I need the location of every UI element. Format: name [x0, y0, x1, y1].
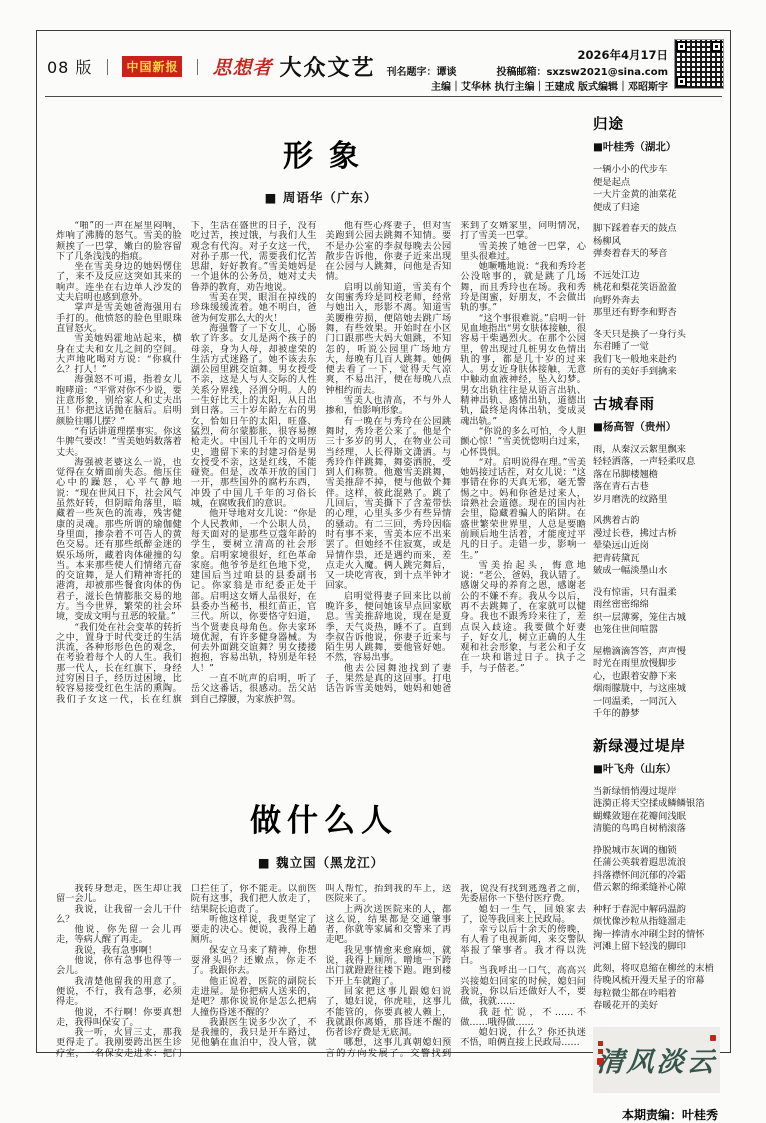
paragraph: 我转身想走，医生却让我留一会儿。 [56, 884, 182, 905]
paragraph: 他正说着，医院的副院长走进屋。是你把病人送来的，是吧？那你说说你是怎么把病人撞伤昏迷不醒的？ [190, 975, 317, 1018]
article-2-author: ■ 魏立国（黑龙江） [257, 855, 385, 870]
issue-editor-note: 本期责编：叶桂秀 [621, 1107, 718, 1122]
poem-line: 轻轻洒落，一声轻柔叹息 [593, 456, 696, 467]
poem-line: 烟雨朦胧中，与这座城 [593, 683, 686, 694]
paragraph: “这个事很难说。”启明一针见血地指出“男女肤体接触，很容易干柴遇烈火。在那个公园里，曾出现过几桩男女色情出轨的事，都是几十岁的过来人。男女近身肤体接触，无意中触动血液神经，坠入幻梦。男女出轨往往是从语言出轨、精神出轨、感情出轨，道德出轨，最终是肉体出轨，变成灵魂出轨。” [460, 312, 586, 427]
paragraph: 他去公园舞池找到了妻子，果然是真的这回事。打电话告诉雪美她妈，她妈和她爸来到了女婿家里，问明情况，打了雪美一巴掌。 [325, 221, 586, 695]
poem-line: 落在青石古巷 [593, 481, 649, 492]
header-left-group [47, 51, 457, 82]
paragraph: 海强瞥了一下女儿，心肠软了许多。女儿是两个孩子的母亲，身为人母，却被虚荣的生活方式迷路了。她不该去东湖公园里跳交谊舞。男女授受不亲，这是人与人交际的人性关系分界线，泾渭分明。人的一生好比天上的太阳，从日出到日落。三十岁年龄左右的男女，恰如日午的太阳，旺盛、猛烈，荷尔蒙膨胀，很容易擦枪走火。中国几千年的文明历史，遗留下来的封建习俗是男女授受不亲，这是红线，不能碰瓷。但是，改革开放的国门一开，那些国外的腐朽东西，冲毁了中国几千年的习俗长城，在腐败我们的意识。 [190, 322, 317, 510]
poem-line: 所有的美好手到擒来 [593, 366, 677, 377]
newspaper-page [36, 30, 731, 1122]
submission-email: 投稿邮箱：sxzsw2021@sina.com [496, 66, 668, 78]
header-rule [45, 96, 722, 97]
paragraph: 哪想，这事儿真朝媳妇预言的方向发展了。交警找到我，说没有找到逃逸者之前，先委屈你一下垫付医疗费。 [325, 884, 586, 1059]
poem-line: 雨丝密密绵绵 [593, 599, 649, 610]
poem-line: 把青砖黛瓦 [593, 552, 640, 564]
poem-line: 便成了归途 [593, 201, 640, 213]
poem-line: 一辆小小的代步车 [593, 164, 668, 175]
poetry-sidebar [593, 113, 720, 1123]
paragraph: “有话讲道理摆事实。你这牛脾气要改！”雪美她妈数落着丈夫。 [56, 425, 182, 458]
poem-author: ■叶飞舟（山东） [593, 762, 677, 775]
paragraph: 媳妇一生气，回娘家去了，说等我回来上民政局。 [460, 903, 586, 925]
poem-line: 此刻，将叹息缩在柳丝的末梢 [593, 962, 714, 974]
poem-line: 烦忧像沙粒从指缝溜走 [593, 916, 686, 927]
poem [593, 735, 720, 1013]
poem-stanza [593, 845, 720, 895]
paragraph: 我说，我有急事啊！ [74, 944, 158, 956]
poem-line: 便是起点 [593, 176, 631, 188]
poem-line: 河滩上留下轻浅的脚印 [593, 941, 686, 952]
paragraph: 他说，你先留一会儿再走，等病人醒了再走。 [56, 924, 182, 946]
poem-line: 清脆的鸟鸣自树梢滚落 [593, 823, 686, 834]
poem-line: 没有惊雷，只有温柔 [593, 586, 677, 598]
paragraph: 雪美挨了她爸一巴掌，心里头很难过。 [460, 240, 586, 262]
paragraph: 海强怒不可遏，指着女儿咆哮道：“平常对你不少说，要注意形象，别给家人和丈夫出丑！你把这话抛在脑后。启明颜脸往哪儿摆？” [56, 374, 182, 427]
poem-line: 织一层薄雾，笼住古城 [593, 611, 686, 623]
calligraphy-artwork [593, 1027, 720, 1093]
poem-line: 漫过长巷，拂过古桥 [593, 527, 677, 539]
page-number-label: 08 版 [47, 58, 93, 77]
section-script-logo: 思想者 [212, 57, 273, 79]
paragraph: 雪美在哭，眼泪在掉线的珍珠缓缓流着。她不明白，爸爸为何发那么大的火！ [190, 292, 317, 324]
poem-line: 心，也跟着安静下来 [593, 670, 677, 682]
poem-line: 春暖花开的美好 [593, 1000, 659, 1011]
poem-line: 岁月磨洗的纹路里 [593, 493, 668, 505]
poem-line: 一大片金黄的油菜花 [593, 189, 677, 200]
poem-title: 古城春雨 [593, 396, 655, 413]
paragraph: 我跟医生说多少次了，不是我撞的，我只是开车路过，见他躺在血泊中，没人管，就叫人帮忙，抬到我的车上，送医院来了。 [190, 884, 452, 1049]
poem-line: 桃花和梨花笑语盈盈 [593, 282, 677, 293]
qr-finder-icon [676, 41, 687, 52]
article-1-title: 形象 [283, 139, 375, 174]
paragraph: 雪美她妈霍地站起来，横身在丈夫和女儿之间的空间。大声地叱喝对方说：“你疯什么？打人！” [56, 333, 182, 376]
page-header [47, 37, 724, 95]
header-divider: ｜ [99, 58, 116, 77]
paragraph: “我们处在社会变革的转折之中，置身于时代变迁的生活洪流，各种形形色色的观念，在考验着每个人的人生。我们那一代人，长在红旗下，身经过穷困日子，经历过困境，比较容易接受红色生活的熏陶。我们子女这一代，长在红旗下，生活在盛世的日子，没有吃过苦，挨过饿，与我们人生观念有代沟。对子女这一代，对孙子那一代，需要我们忆苦思甜，好好教育。”雪美她妈是一个退休的公务员，她对丈夫鲁莽的教育，劝告地说。 [56, 221, 317, 705]
poem-stanza [593, 444, 720, 507]
editors-line: 主编｜艾华林 执行主编｜王建成 版式编辑｜邓昭斯宇 [431, 82, 668, 94]
poem-line: 屋檐滴滴答答，声声慢 [593, 645, 686, 657]
paragraph: 保安立马来了精神，你想耍滑头吗？还嫩点，你走不了。我跟你去。 [190, 944, 317, 977]
poem-line: 皴成一幅淡墨山水 [593, 565, 668, 576]
article-2-body [56, 884, 586, 1086]
paragraph: 上两次送医院来的人，都这么说，结果都是交通肇事者，你就等家属和交警来了再走吧。 [325, 903, 452, 946]
calligraphy-text: 清风淡云 [595, 1047, 718, 1078]
poem-line: 挣脱城市灰调的枷锁 [593, 844, 677, 856]
paragraph: 回家把这事儿跟媳妇说了，媳妇说，你虎哇，这事儿不能管的，你要真被人赖上，我就跟你离婚，那昏迷不醒的伤者诊疗费是无底洞。 [325, 985, 452, 1039]
article-1-body [56, 221, 586, 769]
poem-line: 涟漪正将天空揉成鳞鳞银箔 [593, 798, 705, 809]
poem-author: ■叶桂秀（湖北） [593, 141, 677, 153]
poem-line: 风携着古韵 [593, 515, 640, 526]
poem-line: 脚下踩着春天的鼓点 [593, 223, 677, 234]
poem-line: 我们飞一般地来赴约 [593, 353, 677, 365]
poem-line: 那里还有野李和野杏 [593, 307, 677, 318]
poem-line: 晕染远山近岗 [593, 540, 649, 551]
poem-line: 弹奏着春天的琴音 [593, 248, 668, 259]
article-2-title: 做什么人 [250, 803, 398, 839]
paragraph: “啪”的一声在屋里闷响，炸响了沸腾的怒气。雪美的脸颊挨了一巴掌，嫩白的脸容留下了几条浅浅的指痕。 [56, 221, 182, 262]
paragraph: 她噘嘴地说：“我和秀玲老公没啥事的，就是跳了几场舞，而且秀玲也在场。我和秀玲是闺蜜，好朋友，不会做出轨的事。” [460, 261, 586, 314]
poem [593, 393, 720, 721]
paragraph: 我清楚他留我的用意了。便说，不行，我有急事，必须得走。 [56, 975, 182, 1008]
header-right-group [431, 47, 668, 96]
qr-code [674, 39, 724, 89]
paragraph: 掌声是雪美她爸海强用右手打的。他愤怒的脸色里眼珠直冒怒火。 [56, 302, 182, 334]
poem-line: 待晚风梳开漫天星子的帘幕 [593, 975, 705, 986]
poem-stanza [593, 270, 720, 320]
poem-line: 冬天只是换了一身行头 [593, 328, 686, 340]
title-calligraphy-credit: 刊名题字：谭谈 [386, 67, 457, 78]
paragraph: 当我呼出一口气，高高兴兴接媳妇回家的时候，媳妇问我说，你以后还做好人不，要做，我就…… [460, 965, 586, 1008]
paragraph: 雪美抬起头，悔意地说：“老公，爸妈，我认错了。感谢父母的养育之恩，感谢老公的不嫌不弃。我从今以后，再不去跳舞了，在家就可以健身。我也不跟秀玲来往了，差点误入歧途。我要做个好妻子，好女儿，树立正确的人生观和社会形象，与老公和子女在一块和谐过日子。执子之手，与子偕老。” [460, 559, 586, 674]
qr-finder-icon [711, 41, 722, 52]
paragraph: 听他这样说，我更坚定了要走的决心。便说，我得上趟厕所。 [190, 913, 317, 946]
poem-stanza [593, 164, 720, 214]
paragraph: 媳妇说，什么？你还执迷不悟，咱俩直接上民政局…… [460, 1027, 586, 1049]
poem [593, 113, 720, 379]
poem-line: 每粒微尘都在吟唱着 [593, 987, 677, 999]
poem-line: 种籽于春泥中解码温韵 [593, 903, 686, 915]
poem-stanza [593, 963, 720, 1013]
paragraph: 雪美人也清高，不与外人掺和，怕影响形象。 [325, 395, 452, 417]
paragraph: 我说，让我留一会儿干什么？ [56, 903, 182, 925]
paragraph: “对。启明说得在理。”雪美她妈接过话茬，对女儿说：“这事错在你的天真无邪，毫无警惕之中。妈和你爸是过来人，谙熟社会道德。现在的国内社会里，隐藏着骗人的陷阱。在盛世繁荣世界里，人总是要瞻前顾后地生活着，才能度过平凡的日子。走错一步，影响一生。” [460, 456, 586, 561]
paragraph: 启明以前知道，雪美有个女闺蜜秀玲是同校老师，经常与她出入，形影不离。知道雪美腰椎劳损，便陪她去跳广场舞，有些效果。开始时在小区门口跟那些大妈大姐跳，不知怎的，听说公园里广场地方大，每晚有几百人跳舞。她俩便去看了一下，觉得天气凉爽，不易出汗，便在每晚八点钟相约而去。 [325, 281, 452, 396]
paragraph: 启明觉得妻子回来比以前晚许多，便问她该早点回家歇息。雪美推辞地说，现在是夏季，天气炎热，睡不了。直到李叔告诉他说，你妻子近来与陌生男人跳舞，要他管好她。不然，容易出事。 [325, 590, 452, 664]
paragraph: 他开导地对女儿说：“你是个人民教师，一个公职人员，每天面对的是那些豆蔻年龄的学生，要树立清高的社会形象。启明家境很好，红色革命家庭。他爷爷是红色地下党，建国后当过咱县的县委副书记。你家翁是市纪委正处干部。启明这女婿人品很好，在县委办当秘书，根红苗正，官三代。所以，你要恪守妇道，当个贤妻良母角色。你夫家环境优渥，有许多健身器械。为何去外面跳交谊舞？男女搂搂抱抱，容易出轨，特别是年轻人！” [190, 508, 317, 674]
paragraph: 他有些心疼妻子，但对雪美跑到公园去跳舞不知情。要不是办公室的李叔每晚去公园散步告诉他，你妻子近来出现在公园与人跳舞，问他是否知情。 [325, 221, 452, 283]
poems-list [593, 113, 720, 1013]
poem-line: 落在吊脚楼翘檐 [593, 468, 659, 480]
paragraph: 他说，你有急事也得等一会儿。 [56, 955, 182, 977]
paragraph: 坐在雪美身边的她妈愣住了，来不及反应这突如其来的响声。连坐在右边单人沙发的丈夫启明也感到意外。 [56, 261, 182, 304]
header-divider: ｜ [189, 58, 206, 77]
poem-line: 向野外奔去 [593, 294, 640, 306]
masthead-badge: 中国新报 [122, 56, 182, 77]
poem-line: 抖落襟怀间沉郁的冷霜 [593, 869, 686, 881]
poem-stanza [593, 904, 720, 954]
poem-line: 不远处江边 [593, 269, 640, 281]
paragraph: 我一听，火冒三丈，那我更得走了。我刚要跨出医生诊疗室，一名保安走进来：把门口拦住了，你不能走。以前医院有这事，我们把人放走了，结果院长追责了。 [56, 884, 317, 1059]
issue-date: 2026年4月17日 [577, 48, 668, 62]
poem-stanza [593, 515, 720, 578]
poem-author: ■杨高智（贵州） [593, 420, 677, 433]
poem-stanza [593, 646, 720, 721]
poem-line: 蝴蝶敛翅在花瓣间浅眠 [593, 810, 686, 822]
paragraph: “你说的多么可怕，令人胆颤心惊！”雪美恍惚明白过来，心怀畏惧。 [460, 425, 586, 458]
qr-finder-icon [676, 76, 687, 87]
poem-line: 杨柳风 [593, 235, 621, 247]
paragraph: 我赶忙说，不……不做……哦得做…… [460, 1006, 586, 1028]
poem-line: 当新绿悄悄漫过堤岸 [593, 785, 677, 797]
paragraph: 海强被老婆这么一说，也觉得在女婿面前失态。他压住心中的躁怒，心平气静地说：“现在世风日下，社会风气虽然好转，但阴暗角落里，暗藏着一些灰色的流毒，残害健康的灵魂。那些所谓的瑜伽健身里面，掺杂着不可告人的黄色交易。还有那些纸醉金迷的娱乐场所，藏着肉体碰撞的勾当。本来那些使人们情绪亢奋的交谊舞，是人们精神寄托的港湾，却被那些餐食肉体的伪君子，滋长色情膨胀交易的地方。当今世界，繁荣的社会环境，变成文明与丑恶的较量。” [56, 456, 182, 623]
poem-title: 新绿漫过堤岸 [593, 738, 686, 755]
articles-area [56, 101, 586, 1086]
paragraph: 一直不吭声的启明，听了岳父这番话，很感动。岳父站到自己撑腰，为家族护驾。 [190, 673, 317, 705]
poem-stanza [593, 329, 720, 379]
poem-line: 掬一捧清水冲刷尘封的情怀 [593, 928, 705, 940]
paragraph: 幸亏以后十余天的傍晚，有人看了电视新闻，来交警队举报了肇事者。我才得以洗白。 [460, 924, 586, 967]
poem-line: 借云絮的绵柔缝补心隙 [593, 882, 686, 893]
article-1-author: ■ 周语华（广东） [264, 190, 378, 205]
poem-line: 雨，从秦汉云絮里飘来 [593, 443, 686, 455]
poem-stanza [593, 587, 720, 637]
poem-title: 归途 [593, 117, 624, 133]
poem-line: 一同温柔，一同沉入 [593, 695, 677, 707]
poem-line: 也笼住世间喧嚣 [593, 624, 659, 635]
poem-line: 东君睡了一觉 [593, 341, 649, 352]
poem-line: 任蒲公英载着遐思流浪 [593, 857, 686, 868]
poem-line: 时光在雨里放慢脚步 [593, 658, 677, 669]
poem-line: 千年的静梦 [593, 708, 640, 719]
section-title: 大众文艺 [279, 56, 376, 81]
poem-stanza [593, 786, 720, 836]
poem-stanza [593, 223, 720, 261]
paragraph: 他说，不行啊！你要真想走，我得叫保安了。 [56, 1006, 182, 1028]
paragraph: 我见事情愈来愈麻烦，就说，我得上厕所。噌地一下跨出门就蹬蹬往楼下跑。跑到楼下开上车就跑了。 [325, 944, 452, 987]
paragraph: 有一晚在与秀玲在公园跳舞时，秀玲老公来了。他是个三十多岁的男人，在物业公司当经理，人长得斯文潇洒。与秀玲作伴跳舞，舞姿洒脱，受到人们称赞。他邀雪美跳舞，雪美推辞不掉，便与他做个舞伴。这样，彼此混熟了。跳了几回后，雪美撕下了含羞带怯的心理，心里头多少有些异情的骚动。有二三回，秀玲因临时有事不来，雪美本应不出来罢了。但她经不住寂寞，或是异情作祟，还是遇约而来，差点走火入魔。俩人跳完舞后，又一块吃宵夜，到十点半钟才回家。 [325, 415, 452, 592]
